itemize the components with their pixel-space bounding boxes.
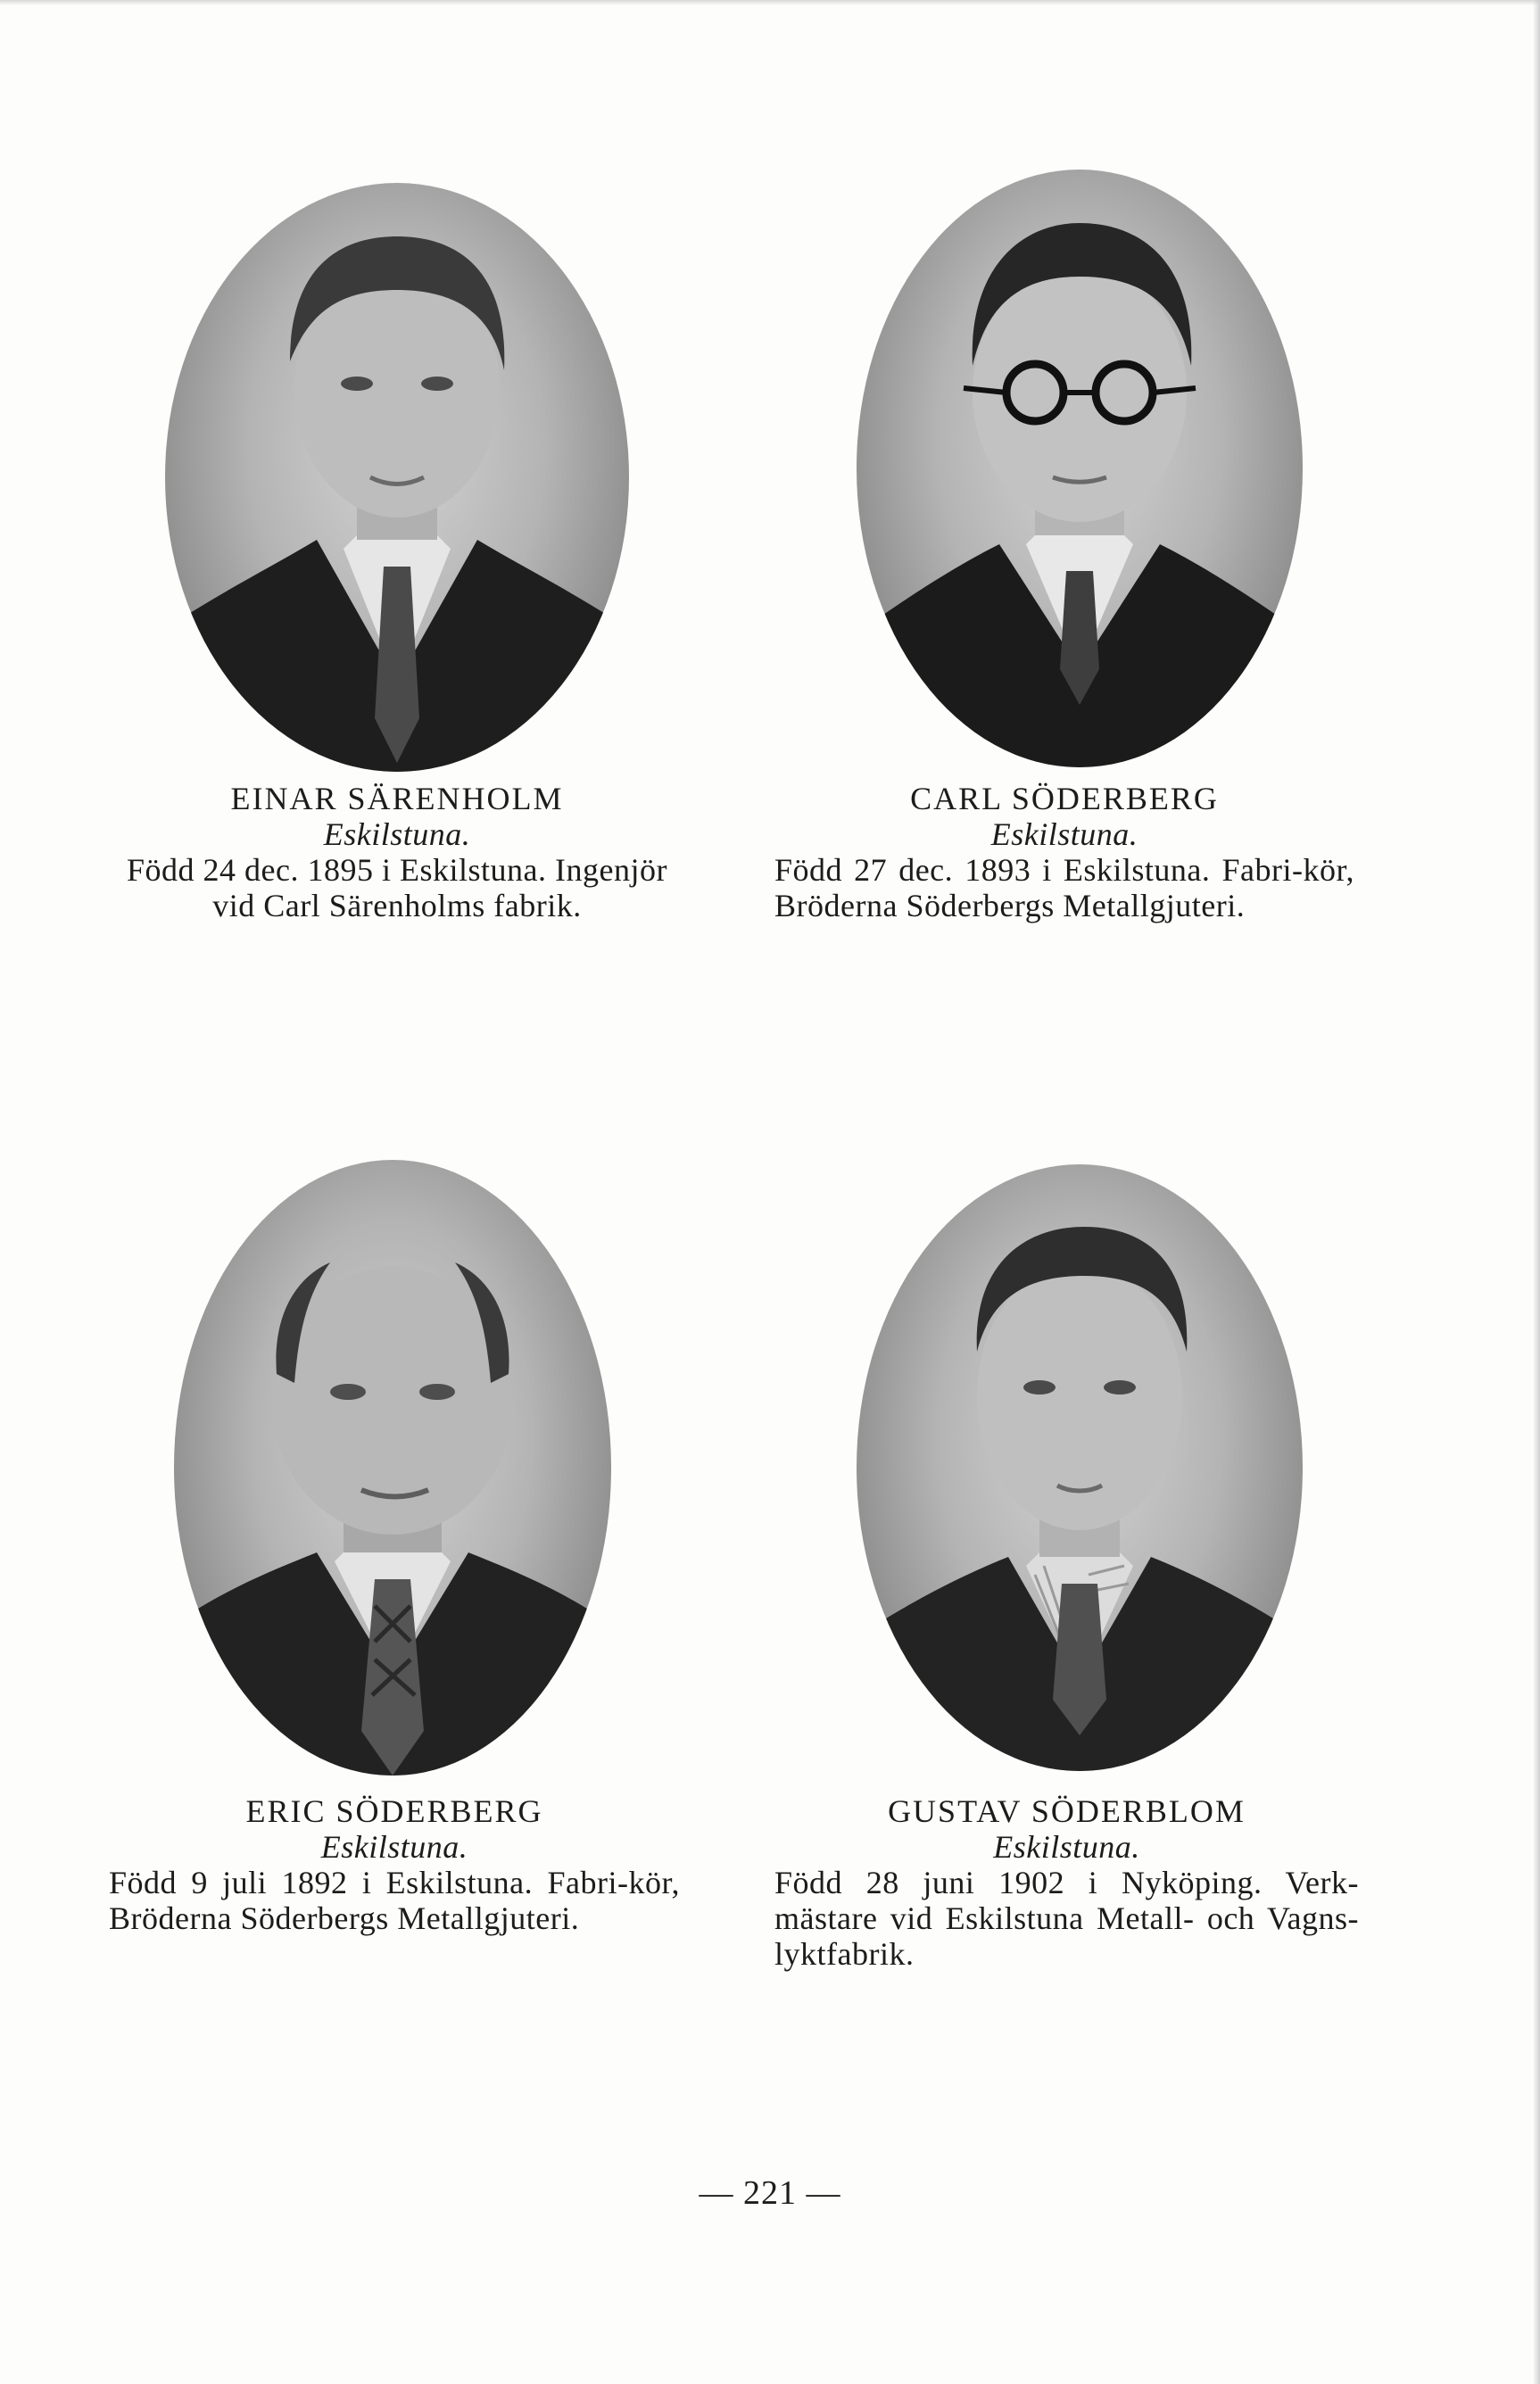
person-place: Eskilstuna. [990, 816, 1138, 852]
person-name: ERIC SÖDERBERG [245, 1793, 543, 1829]
person-place: Eskilstuna. [993, 1829, 1140, 1865]
page-edge-top [0, 0, 1540, 5]
caption-gustav-soderblom [774, 1793, 1359, 1972]
portrait-photo-carl-soderberg [857, 170, 1303, 767]
person-name: EINAR SÄRENHOLM [230, 781, 564, 816]
caption-einar-sarenholm [116, 781, 678, 923]
person-place: Eskilstuna. [323, 816, 471, 852]
person-bio: Född 27 dec. 1893 i Eskilstuna. Fabri-kör, Bröderna Söderbergs Metallgjuteri. [774, 852, 1354, 923]
person-bio: Född 28 juni 1902 i Nyköping. Verk-mästare vid Eskilstuna Metall- och Vagns-lyktfabrik. [774, 1865, 1359, 1972]
portrait-photo-einar-sarenholm [165, 183, 629, 772]
person-bio: Född 9 juli 1892 i Eskilstuna. Fabri-kör, Bröderna Söderbergs Metallgjuteri. [109, 1865, 680, 1936]
person-place: Eskilstuna. [320, 1829, 468, 1865]
page-number: — 221 — [699, 2174, 841, 2212]
caption-carl-soderberg [774, 781, 1354, 923]
person-name: CARL SÖDERBERG [910, 781, 1219, 816]
caption-eric-soderberg [109, 1793, 680, 1936]
person-bio: Född 24 dec. 1895 i Eskilstuna. Ingenjör vid Carl Särenholms fabrik. [127, 852, 667, 923]
person-name: GUSTAV SÖDERBLOM [888, 1793, 1246, 1829]
page-edge-right [1533, 0, 1540, 2384]
portrait-photo-gustav-soderblom [857, 1164, 1303, 1771]
portrait-photo-eric-soderberg [174, 1160, 611, 1776]
